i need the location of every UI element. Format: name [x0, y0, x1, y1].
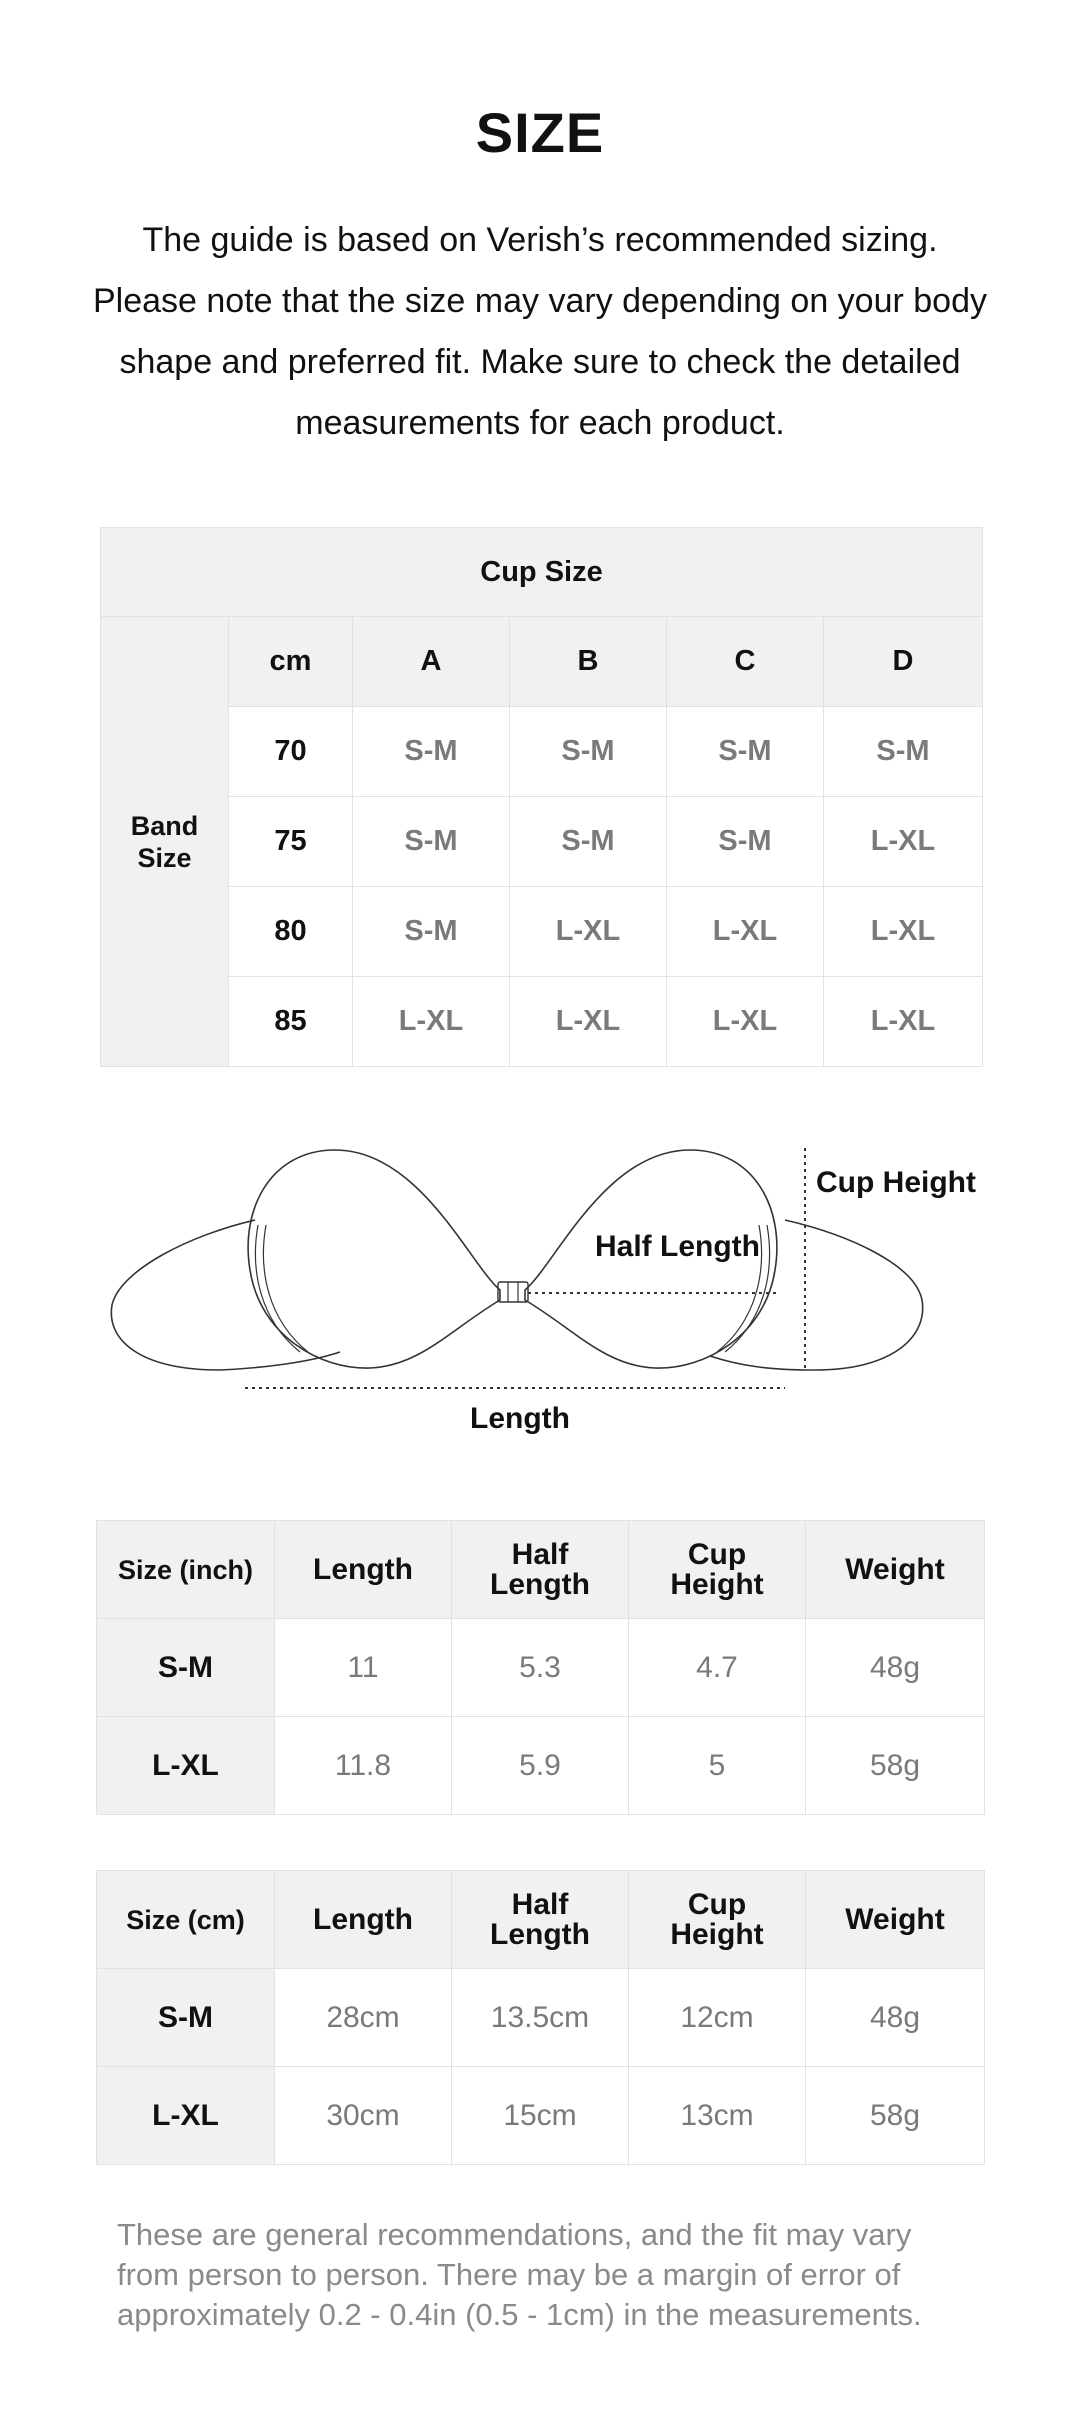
size-label: S-M	[97, 1619, 275, 1717]
cup-height-header	[629, 1521, 806, 1619]
cup-height-header-text: Cup Height	[670, 1887, 764, 1951]
size-label: L-XL	[97, 1717, 275, 1815]
band-80: 80	[229, 887, 353, 977]
table-cell: S-M	[667, 797, 824, 887]
measurement-diagram	[100, 1130, 980, 1460]
table-cell: L-XL	[824, 887, 983, 977]
cup-size-title: Cup Size	[101, 528, 983, 617]
table-cell: 58g	[806, 2067, 985, 2165]
cup-header-c: C	[667, 617, 824, 707]
size-label: L-XL	[97, 2067, 275, 2165]
disclaimer-note: These are general recommendations, and the fit may vary from person to person. There may be a margin of error of approximately 0.2 - 0.4in (0.5 - 1cm) in the measurements.	[117, 2217, 922, 2332]
table-cell: L-XL	[824, 797, 983, 887]
size-inch-header: Size (inch)	[97, 1521, 275, 1619]
table-cell: 48g	[806, 1619, 985, 1717]
table-cell: L-XL	[510, 977, 667, 1067]
table-cell: S-M	[353, 887, 510, 977]
table-cell: L-XL	[353, 977, 510, 1067]
page-title: SIZE	[475, 101, 605, 164]
half-length-header	[452, 1521, 629, 1619]
band-size-label	[101, 617, 229, 1067]
cup-height-header-text: Cup Height	[670, 1537, 764, 1601]
table-cell: L-XL	[824, 977, 983, 1067]
weight-header: Weight	[806, 1871, 985, 1969]
cup-height-label: Cup Height	[816, 1166, 976, 1199]
table-cell: L-XL	[510, 887, 667, 977]
length-label: Length	[470, 1402, 570, 1435]
band-85: 85	[229, 977, 353, 1067]
table-cell: 5.9	[452, 1717, 629, 1815]
table-row	[97, 1619, 985, 1717]
half-length-header	[452, 1871, 629, 1969]
inch-size-table	[96, 1520, 985, 1815]
table-cell: 13cm	[629, 2067, 806, 2165]
table-row	[101, 887, 983, 977]
size-cm-header: Size (cm)	[97, 1871, 275, 1969]
weight-header: Weight	[806, 1521, 985, 1619]
table-row	[101, 797, 983, 887]
cup-header-d: D	[824, 617, 983, 707]
band-75: 75	[229, 797, 353, 887]
length-header: Length	[275, 1871, 452, 1969]
half-length-header-text: Half Length	[490, 1887, 590, 1951]
table-row	[97, 1717, 985, 1815]
table-cell: 5.3	[452, 1619, 629, 1717]
table-cell: S-M	[824, 707, 983, 797]
table-cell: L-XL	[667, 887, 824, 977]
table-cell: 11.8	[275, 1717, 452, 1815]
band-size-text: Band Size	[130, 810, 199, 873]
half-length-label: Half Length	[595, 1230, 760, 1263]
table-cell: S-M	[667, 707, 824, 797]
band-70: 70	[229, 707, 353, 797]
half-length-header-text: Half Length	[490, 1537, 590, 1601]
table-cell: S-M	[510, 797, 667, 887]
table-row	[97, 2067, 985, 2165]
cup-header-a: A	[353, 617, 510, 707]
cm-size-table	[96, 1870, 985, 2165]
table-cell: 58g	[806, 1717, 985, 1815]
table-cell: 48g	[806, 1969, 985, 2067]
table-cell: 28cm	[275, 1969, 452, 2067]
size-label: S-M	[97, 1969, 275, 2067]
cup-size-table	[100, 527, 983, 1067]
cup-header-b: B	[510, 617, 667, 707]
table-cell: S-M	[510, 707, 667, 797]
table-row	[101, 977, 983, 1067]
table-cell: 11	[275, 1619, 452, 1717]
table-cell: 30cm	[275, 2067, 452, 2165]
table-cell: 15cm	[452, 2067, 629, 2165]
table-cell: 12cm	[629, 1969, 806, 2067]
table-cell: L-XL	[667, 977, 824, 1067]
intro-text: The guide is based on Verish’s recommended sizing. Please note that the size may vary depending on your body shape and preferred fit. Make sure to check the detailed measurements for each product.	[92, 221, 987, 442]
length-header: Length	[275, 1521, 452, 1619]
table-cell: S-M	[353, 797, 510, 887]
table-cell: S-M	[353, 707, 510, 797]
unit-header: cm	[229, 617, 353, 707]
table-cell: 13.5cm	[452, 1969, 629, 2067]
table-cell: 4.7	[629, 1619, 806, 1717]
cup-height-header	[629, 1871, 806, 1969]
table-cell: 5	[629, 1717, 806, 1815]
table-row	[97, 1969, 985, 2067]
table-row	[101, 707, 983, 797]
